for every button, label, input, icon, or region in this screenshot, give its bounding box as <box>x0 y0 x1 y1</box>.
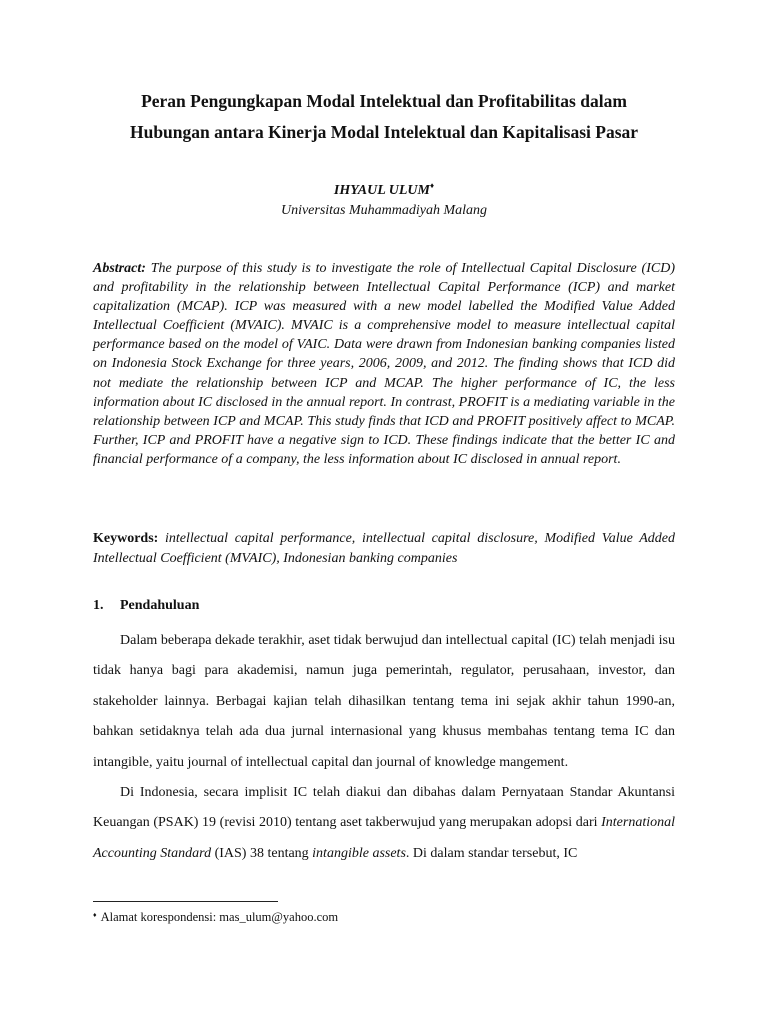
keywords <box>93 529 675 568</box>
section-number: 1. <box>93 598 104 613</box>
author-name-text: IHYAUL ULUM <box>333 183 430 198</box>
author-name <box>0 176 768 201</box>
intangible-assets-term: intangible assets <box>312 845 406 861</box>
footnote-mark: ♦ <box>93 911 97 919</box>
section-heading <box>93 596 199 616</box>
paragraph-1: Dalam beberapa dekade terakhir, aset tidak berwujud dan intellectual capital (IC) telah menjadi isu tidak hanya bagi para akademisi, namun juga pemerintah, regulator, perusahaan, investor, dan stakeholder lainnya. Berbagai kajian telah dihasilkan tentang tema ini sejak akhir tahun 1990-an, bahkan setidaknya telah ada dua jurnal internasional yang khusus membahas tentang tema IC dan intangible, yaitu journal of intellectual capital dan journal of knowledge mangement. <box>93 633 675 770</box>
abstract <box>93 259 675 469</box>
paper-title <box>60 86 708 148</box>
keywords-label: Keywords: <box>93 531 159 546</box>
footnote-divider <box>93 901 278 902</box>
keywords-text: intellectual capital performance, intellectual capital disclosure, Modified Value Added Intellectual Coefficient (MVAIC), Indonesian banking companies <box>93 531 676 566</box>
abstract-label: Abstract: <box>93 261 146 276</box>
paragraph-2 <box>93 778 675 869</box>
title-line-1: Peran Pengungkapan Modal Intelektual dan Profitabilitas dalam <box>141 91 627 111</box>
ias-term: International Accounting Standard <box>93 815 675 861</box>
title-line-2: Hubungan antara Kinerja Modal Intelektual dan Kapitalisasi Pasar <box>129 122 639 142</box>
paragraph-2-part-c: . Di dalam standar tersebut, IC <box>405 845 578 861</box>
paragraph-2-part-b: (IAS) 38 tentang <box>214 845 309 861</box>
section-body <box>93 626 675 869</box>
author-footnote-mark: ♦ <box>429 181 435 190</box>
footnote-text: Alamat korespondensi: mas_ulum@yahoo.com <box>100 910 339 924</box>
section-title: Pendahuluan <box>120 598 200 613</box>
footnote <box>93 906 338 926</box>
abstract-text: The purpose of this study is to investigate the role of Intellectual Capital Disclosure (ICD) and profitability in the relationship between Intellectual Capital Performance (ICP) and market capitalization (MCAP). ICP was measured with a new model labelled the Modified Value Added Intellectual Coefficient (MVAIC). MVAIC is a comprehensive model to measure intellectual capital performance based on the model of VAIC. Data were drawn from Indonesian banking companies listed on Indonesia Stock Exchange for three years, 2006, 2009, and 2012. The finding shows that ICD did not mediate the relationship between ICP and MCAP. The higher performance of IC, the less information about IC disclosed in the annual report. In contrast, PROFIT is a mediating variable in the relationship between ICP and MCAP. This study finds that ICD and PROFIT positively affect to MCAP. Further, ICP and PROFIT have a negative sign to ICD. These findings indicate that the better IC and financial performance of a company, the less information about IC disclosed in annual report. <box>93 261 675 467</box>
author-affiliation: Universitas Muhammadiyah Malang <box>280 203 488 218</box>
paragraph-2-part-a: Di Indonesia, secara implisit IC telah diakui dan dibahas dalam Pernyataan Standar Akuntansi Keuangan (PSAK) 19 (revisi 2010) tentang aset takberwujud yang merupakan adopsi dari <box>93 785 675 831</box>
